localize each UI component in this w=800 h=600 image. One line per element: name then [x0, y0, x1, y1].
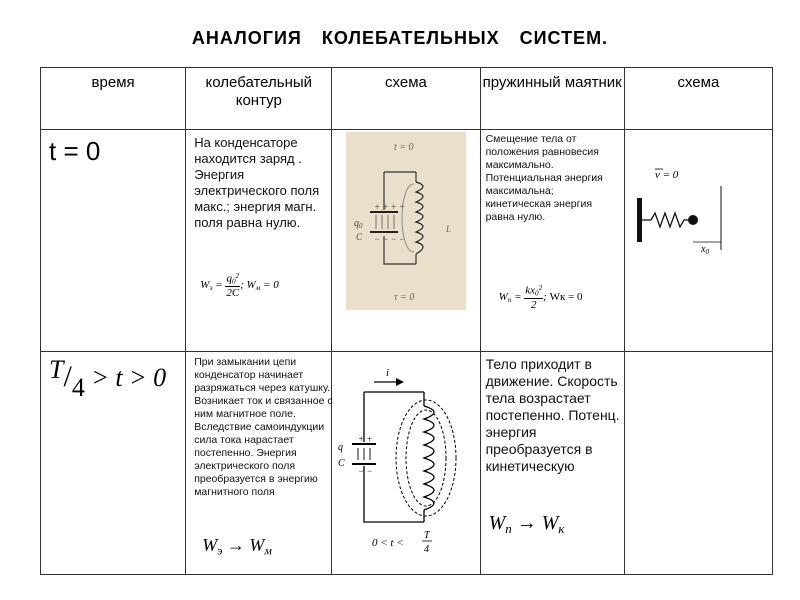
analogy-table — [40, 67, 773, 575]
svg-text:v = 0: v = 0 — [654, 169, 679, 181]
time-label: t = 0 — [49, 136, 101, 166]
svg-text:− −: − − — [358, 466, 373, 476]
svg-text:C: C — [356, 232, 363, 242]
row1-circuit-cell — [186, 130, 332, 352]
header-circuit: колебательный контур — [186, 68, 332, 130]
row1-scheme-cell — [332, 130, 480, 352]
row2-scheme-cell — [332, 352, 480, 575]
row2-pendulum-scheme-cell — [624, 352, 772, 575]
svg-text:+ + + +: + + + + — [374, 202, 406, 212]
header-scheme: схема — [332, 68, 480, 130]
header-pendulum: пружинный маятник — [480, 68, 624, 130]
pendulum-description: Смещение тела от положения равновесия максимально. Потенциальная энергия максимальна; кинетическая энергия равна нулю. — [485, 133, 603, 223]
lc-circuit-diagram — [346, 132, 466, 310]
header-time: время — [41, 68, 186, 130]
table-row — [41, 130, 773, 352]
table-row — [41, 352, 773, 575]
svg-text:L: L — [446, 224, 452, 234]
interval-label: 0 < t < — [372, 537, 405, 549]
row2-time-cell — [41, 352, 186, 575]
charge-label: $q_0$ — [354, 218, 363, 230]
page-title: АНАЛОГИЯ КОЛЕБАТЕЛЬНЫХ СИСТЕМ. — [191, 28, 609, 48]
header-scheme-2: схема — [624, 68, 772, 130]
row1-time-cell — [41, 130, 186, 352]
circuit-description: На конденсаторе находится заряд . Энергия электрического поля макс.; энергия магн. поля равна нулю. — [194, 135, 320, 230]
energy-formula: $W_э$ = $\frac{q_0^2}{2C}$ ; $W_м = 0$ — [200, 272, 279, 299]
svg-text:+ +: + + — [358, 434, 373, 444]
time-inequality: T/4 > t > 0 — [49, 355, 167, 402]
scheme-top-label: t = 0 — [394, 142, 414, 153]
energy-transform-formula: $W_э \to W_м$ — [202, 535, 272, 558]
svg-text:C: C — [338, 458, 346, 469]
svg-text:q: q — [338, 442, 344, 453]
svg-text:− − − −: − − − − — [374, 234, 406, 244]
row2-circuit-cell — [186, 352, 332, 575]
svg-text:4: 4 — [424, 544, 430, 555]
svg-text:T: T — [424, 530, 430, 541]
pendulum-energy-formula: $W_п$ = $\frac{kx_0^2}{2}$ ; Wк = 0 — [498, 284, 583, 311]
pendulum-description: Тело приходит в движение. Скорость тела возрастает постепенно. Потенц. энергия преобразуется в кинетическую — [485, 356, 620, 474]
row2-pendulum-cell — [480, 352, 624, 575]
scheme-bottom-label: τ = 0 — [394, 292, 415, 303]
spring-pendulum-diagram — [629, 160, 769, 260]
circuit-description: При замыкании цепи конденсатор начинает разряжаться через катушку. Возникает ток и связанное с ним магнитное поле. Вследствие самоиндукции сила тока нарастает постепенно. Энергия электрического поля преобразуется в энергию магнитного поля — [194, 356, 333, 498]
lc-discharge-diagram — [334, 362, 474, 562]
header-row — [41, 68, 773, 130]
pendulum-transform-formula: $W_п \to W_к$ — [488, 512, 565, 536]
row1-pendulum-scheme-cell — [624, 130, 772, 352]
displacement-label: $x_0$ — [700, 244, 709, 256]
current-label: i — [386, 367, 390, 379]
row1-pendulum-cell — [480, 130, 624, 352]
